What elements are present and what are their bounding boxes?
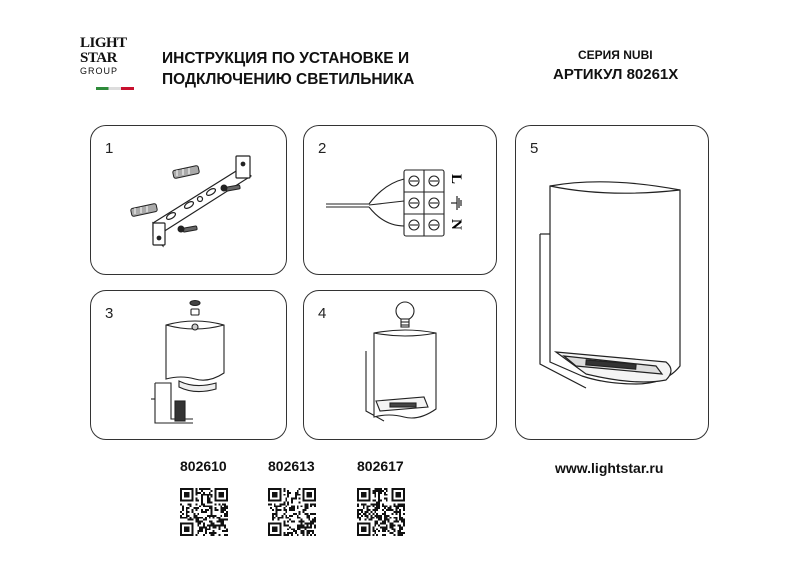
wiring-illustration	[304, 126, 496, 274]
bulb-install-illustration	[304, 291, 496, 439]
bracket-illustration	[91, 126, 286, 274]
lightstar-logo	[80, 36, 144, 98]
italian-flag-stripe	[96, 87, 134, 90]
step-3-panel	[90, 290, 287, 440]
bulb-icon	[396, 302, 414, 327]
series-label: СЕРИЯ NUBI	[578, 48, 653, 62]
terminal-block	[404, 170, 444, 236]
logo-line-1: LIGHT	[80, 35, 127, 51]
terminal-label-n: N	[448, 219, 464, 230]
step-5-number: 5	[530, 140, 539, 157]
title-line-1: ИНСТРУКЦИЯ ПО УСТАНОВКЕ И	[162, 50, 410, 67]
code-802610: 802610	[180, 458, 227, 474]
title-line-2: ПОДКЛЮЧЕНИЮ СВЕТИЛЬНИКА	[162, 71, 415, 88]
wall-plug-bottom	[130, 203, 157, 216]
instruction-title	[162, 48, 414, 90]
step-1-panel	[90, 125, 287, 275]
step-5-panel	[515, 125, 709, 440]
step-1-number: 1	[105, 140, 114, 157]
qr-code-icon	[180, 488, 228, 536]
code-802613: 802613	[268, 458, 315, 474]
step-2-panel	[303, 125, 497, 275]
article-label: АРТИКУЛ 80261X	[553, 66, 679, 83]
screw-bottom	[178, 226, 197, 232]
terminal-label-l: L	[448, 174, 464, 185]
ground-symbol	[451, 196, 461, 210]
shade-attach-illustration	[91, 291, 286, 439]
logo-line-2: STAR	[80, 50, 117, 66]
qr-code-icon	[357, 488, 405, 536]
code-802617: 802617	[357, 458, 404, 474]
wall-plug-top	[172, 165, 199, 178]
step-2-number: 2	[318, 140, 327, 157]
assembled-lamp-illustration	[516, 126, 708, 439]
logo-line-3: GROUP	[80, 66, 119, 76]
qr-code-icon	[268, 488, 316, 536]
step-3-number: 3	[105, 305, 114, 322]
step-4-number: 4	[318, 305, 327, 322]
step-4-panel	[303, 290, 497, 440]
website-link[interactable]: www.lightstar.ru	[555, 460, 664, 476]
